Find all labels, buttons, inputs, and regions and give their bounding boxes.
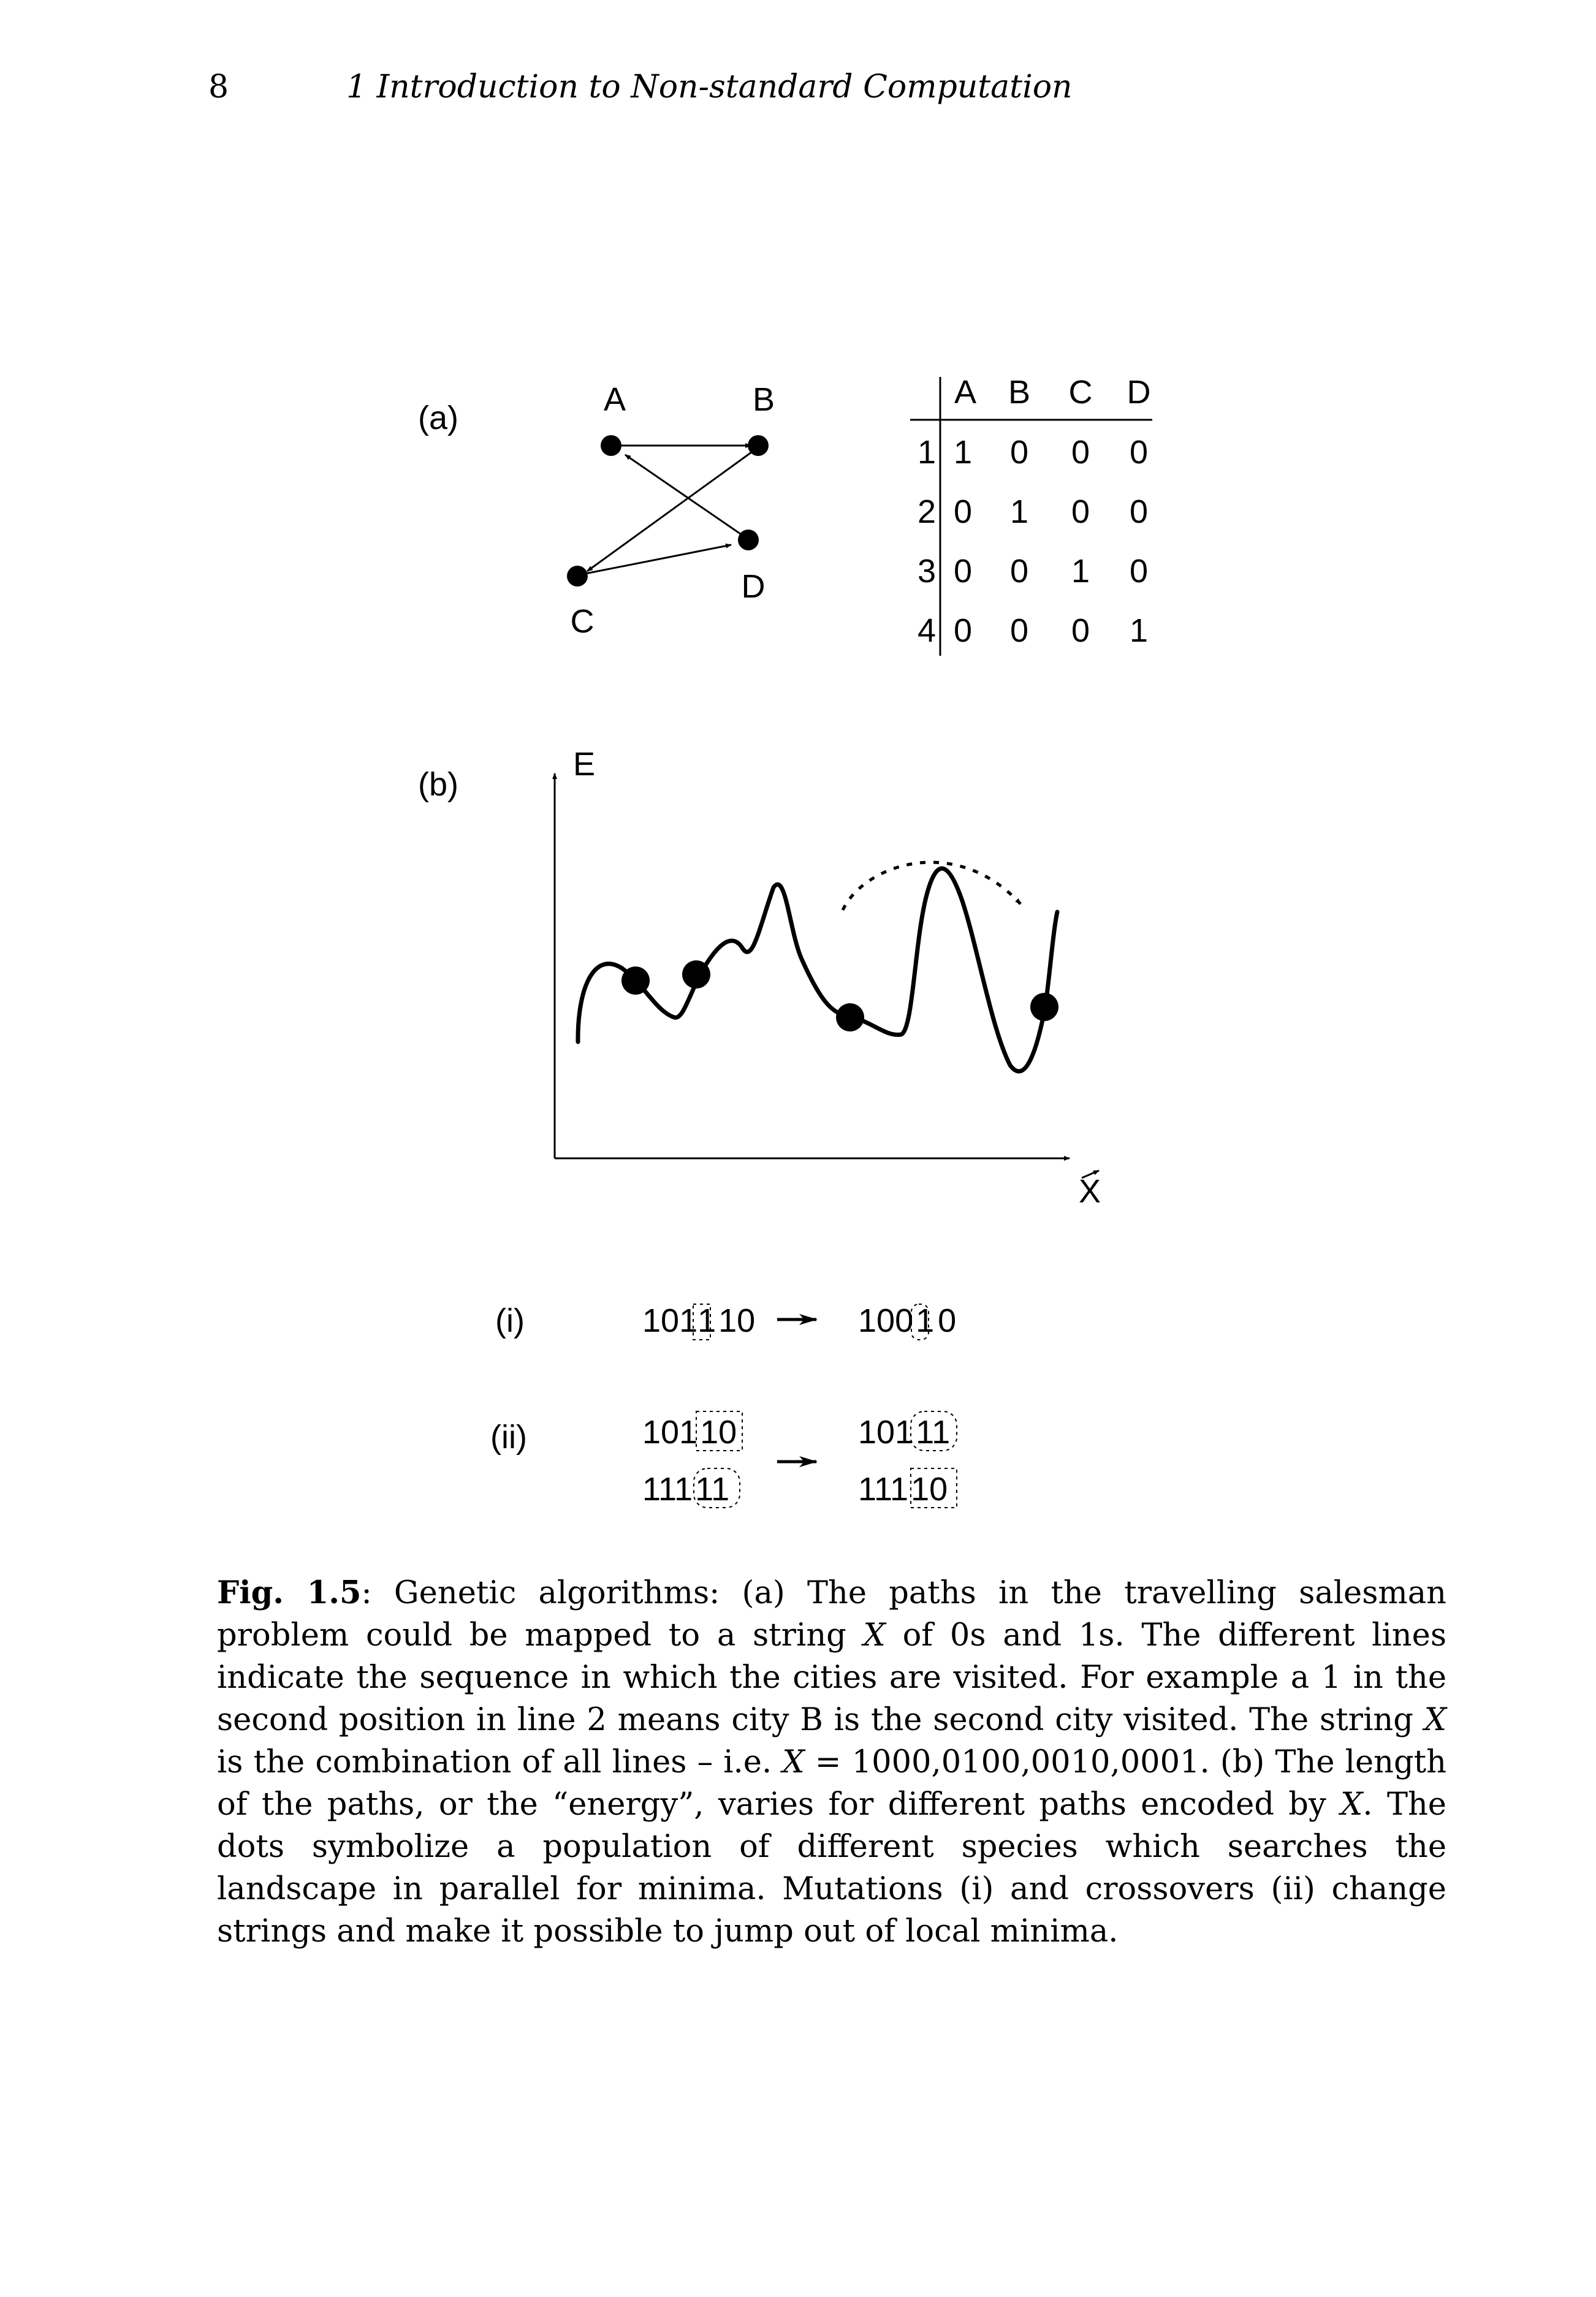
energy-axis-label: E bbox=[573, 746, 596, 783]
population-dot bbox=[682, 960, 710, 989]
node-label-b: B bbox=[752, 381, 775, 418]
table-cell: 0 bbox=[1129, 434, 1149, 471]
energy-landscape-curve bbox=[578, 868, 1057, 1071]
table-cell: 0 bbox=[1071, 434, 1090, 471]
caption-text: = 1000,0100,0010,0001. (b) The length of the paths, or the “energy”, varies for different paths encoded by bbox=[217, 1744, 1446, 1823]
node-label-a: A bbox=[603, 381, 626, 418]
vector-x-symbol: X bbox=[782, 1744, 805, 1780]
panel-b-label: (b) bbox=[418, 766, 458, 803]
table-row-index: 2 bbox=[917, 493, 937, 530]
table-header-c: C bbox=[1068, 374, 1093, 411]
caption-label: Fig. 1.5 bbox=[217, 1574, 362, 1611]
crossover-after-bottom: 111 10 bbox=[858, 1471, 948, 1508]
table-row-index: 1 bbox=[917, 434, 937, 471]
population-dot bbox=[621, 966, 650, 995]
page-number: 8 bbox=[208, 69, 229, 105]
table-cell: 0 bbox=[1009, 612, 1029, 649]
crossover-before-bottom: 111 11 bbox=[642, 1471, 730, 1508]
node-label-d: D bbox=[741, 568, 766, 605]
panel-a-label: (a) bbox=[418, 400, 458, 436]
table-cell: 0 bbox=[953, 553, 973, 590]
energy-axes bbox=[555, 773, 1070, 1158]
mutation-after: 1001 0 bbox=[858, 1302, 957, 1339]
running-header-title: 1 Introduction to Non-standard Computation bbox=[346, 69, 1073, 105]
vector-x-symbol: X bbox=[1340, 1786, 1363, 1823]
table-header-a: A bbox=[954, 374, 977, 411]
caption-text: of 0s and 1s. The different lines indicate the sequence in which the cities are visited. For example a 1 in the second position in line 2 means city B is the second city visited. The string bbox=[217, 1617, 1446, 1738]
table-row-index: 4 bbox=[917, 612, 937, 649]
caption-text: is the combination of all lines – i.e. bbox=[217, 1744, 783, 1780]
city-node-d bbox=[738, 530, 759, 550]
city-node-a bbox=[601, 435, 621, 456]
table-cell: 0 bbox=[953, 493, 973, 530]
caption-text: . The dots symbolize a population of different species which searches the landscape in parallel for minima. Mutations (i) and crossovers (ii) change strings and make it possible to jump out of local minima. bbox=[217, 1786, 1446, 1950]
vector-x-symbol: X bbox=[863, 1617, 886, 1653]
table-cell: 0 bbox=[1129, 493, 1149, 530]
table-header-d: D bbox=[1127, 374, 1151, 411]
table-cell: 0 bbox=[1071, 493, 1090, 530]
crossover-label: (ii) bbox=[490, 1419, 527, 1456]
table-row-index: 3 bbox=[917, 553, 937, 590]
jump-arrow bbox=[843, 862, 1020, 910]
figure-caption bbox=[217, 1572, 1446, 1953]
population-dot bbox=[1030, 993, 1058, 1021]
mutation-label: (i) bbox=[495, 1302, 525, 1339]
node-label-c: C bbox=[570, 603, 595, 640]
mutation-before: 1011 10 bbox=[642, 1302, 756, 1339]
table-cell: 0 bbox=[1009, 553, 1029, 590]
x-axis-vector-label: X bbox=[1078, 1173, 1101, 1210]
table-header-b: B bbox=[1008, 374, 1031, 411]
table-cell: 0 bbox=[1071, 612, 1090, 649]
table-cell: 1 bbox=[1071, 553, 1090, 590]
tsp-route-edges bbox=[579, 446, 758, 575]
table-cell: 0 bbox=[1129, 553, 1149, 590]
population-dot bbox=[836, 1003, 864, 1031]
table-cell: 1 bbox=[953, 434, 973, 471]
route-matrix-table bbox=[910, 374, 1152, 656]
crossover-before-top: 101 10 bbox=[642, 1414, 737, 1451]
vector-x-symbol: X bbox=[1424, 1702, 1446, 1738]
table-cell: 0 bbox=[1009, 434, 1029, 471]
caption-text: : Genetic algorithms: (a) The paths in the travelling salesman problem could be mapped to a string bbox=[217, 1575, 1447, 1653]
table-cell: 1 bbox=[1009, 493, 1029, 530]
city-node-c bbox=[567, 566, 588, 587]
crossover-after-top: 101 11 bbox=[858, 1414, 951, 1451]
city-node-b bbox=[748, 435, 769, 456]
table-cell: 0 bbox=[953, 612, 973, 649]
table-cell: 1 bbox=[1129, 612, 1149, 649]
